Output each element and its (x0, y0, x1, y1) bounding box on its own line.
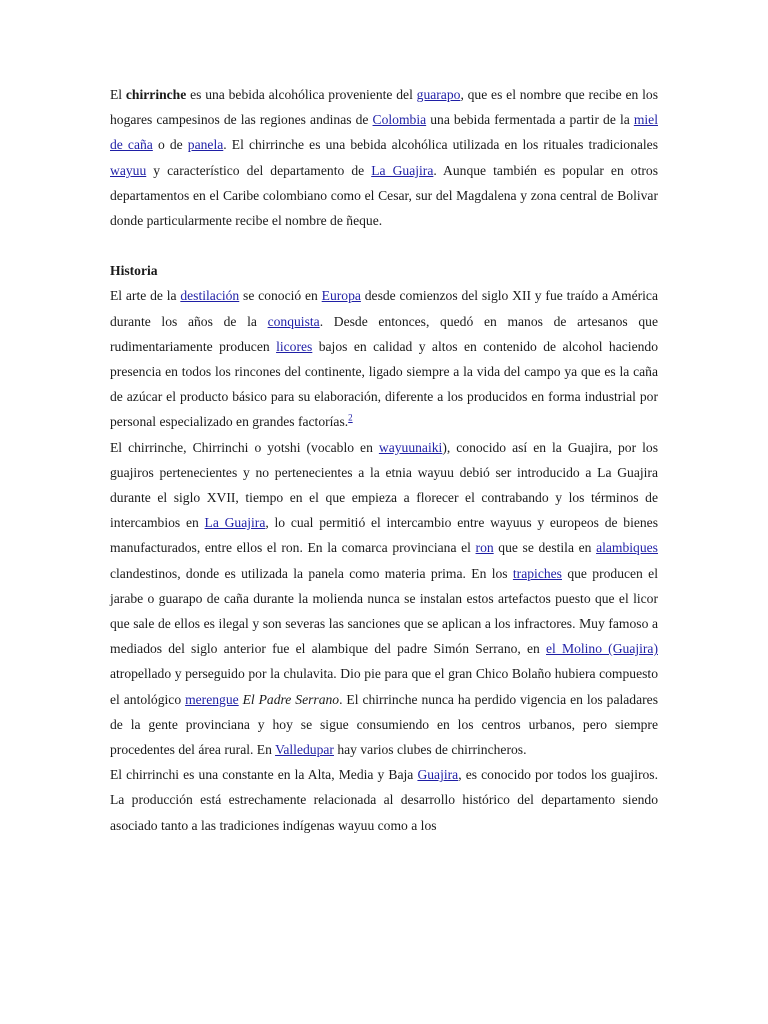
historia-paragraph-1 (110, 283, 658, 434)
historia-paragraph-3 (110, 762, 658, 838)
spacer (110, 233, 658, 258)
text: , es conocido por todos los guajiros. La producción está estrechamente relacionada al desarrollo histórico del departamento siendo asociado tanto a las tradiciones indígenas wayuu como a los (110, 767, 658, 833)
link-la-guajira-2[interactable]: La Guajira (204, 515, 266, 531)
text: El chirrinchi es una constante en la Alta, Media y Baja (110, 767, 418, 783)
text: y característico del departamento de (146, 162, 372, 178)
link-panela[interactable]: panela (187, 137, 224, 153)
text: , que es el nombre que recibe en los hogares campesinos de las regiones andinas de (110, 87, 658, 128)
text: El chirrinche, Chirrinchi o yotshi (vocablo en (110, 439, 379, 455)
text: una bebida fermentada a partir de la (426, 112, 634, 128)
link-colombia[interactable]: Colombia (372, 112, 427, 128)
term-chirrinche: chirrinche (125, 87, 187, 102)
text: ), conocido así en la Guajira, por los guajiros pertenecientes y no pertenecientes a la etnia wayuu debió ser introducido a La Guajira durante el siglo XVII, tiempo en el que empieza a florecer el contrabando y los términos de intercambios en (110, 439, 658, 531)
text: que producen el jarabe o guarapo de caña durante la molienda nunca se instalan estos artefactos puesto que el licor que sale de ellos es ilegal y son severas las sanciones que se aplican a los infractores. Muy famoso a mediados del siglo anterior fue el alambique del padre Simón Serrano, en (110, 565, 658, 657)
text: El (110, 87, 126, 102)
text: que se destila en (493, 540, 597, 556)
link-licores[interactable]: licores (276, 338, 313, 354)
heading-historia: Historia (110, 263, 158, 279)
link-ron[interactable]: ron (475, 540, 494, 556)
text: . El chirrinche es una bebida alcohólica utilizada en los rituales tradicionales (223, 137, 658, 153)
link-wayuunaiki[interactable]: wayuunaiki (378, 439, 443, 455)
intro-paragraph (110, 82, 658, 233)
link-alambiques[interactable]: alambiques (596, 540, 658, 556)
text: . Desde entonces, quedó en manos de artesanos que rudimentariamente producen (110, 313, 659, 354)
link-guajira[interactable]: Guajira (417, 767, 459, 783)
link-valledupar[interactable]: Valledupar (275, 742, 334, 758)
text: o de (152, 137, 188, 153)
section-heading (110, 258, 658, 283)
text: se conoció en (239, 288, 322, 304)
link-destilacion[interactable]: destilación (180, 288, 240, 304)
song-title: El Padre Serrano (242, 691, 340, 707)
link-merengue[interactable]: merengue (185, 691, 239, 707)
link-guarapo[interactable]: guarapo (416, 87, 461, 102)
link-europa[interactable]: Europa (321, 288, 361, 304)
text: . El chirrinche nunca ha perdido vigencia en los paladares de la gente provinciana y hoy se sigue consumiendo en los centros urbanos, pero siempre procedentes del área rural. En (110, 691, 658, 758)
link-conquista[interactable]: conquista (267, 313, 320, 329)
text: atropellado y perseguido por la chulavita. Dio pie para que el gran Chico Bolaño hubiera compuesto el antológico (110, 666, 658, 707)
link-trapiches[interactable]: trapiches (512, 565, 562, 581)
historia-paragraph-2 (110, 435, 658, 763)
text: hay varios clubes de chirrincheros. (333, 742, 527, 758)
link-wayuu[interactable]: wayuu (110, 162, 147, 178)
footnote-link[interactable]: 2 (348, 412, 353, 423)
text: bajos en calidad y altos en contenido de alcohol haciendo presencia en todos los rincones del continente, ligado siempre a la vida del campo ya que es la caña de azúcar el producto básico para su elaboración, diferente a los producidos en forma industrial por personal especializado en grandes factorías. (110, 338, 658, 430)
footnote-ref (348, 413, 353, 423)
text: es una bebida alcohólica proveniente del (186, 87, 417, 102)
text: , lo cual permitió el intercambio entre wayuus y europeos de bienes manufacturados, entre ellos el ron. En la comarca provinciana el (110, 515, 659, 556)
text: desde comienzos del siglo XII y fue traído a América durante los años de la (110, 288, 658, 329)
text: El arte de la (110, 288, 181, 304)
link-la-guajira[interactable]: La Guajira (371, 162, 434, 178)
text: clandestinos, donde es utilizada la panela como materia prima. En los (110, 565, 513, 581)
text: . Aunque también es popular en otros departamentos en el Caribe colombiano como el Cesar, sur del Magdalena y zona central de Bolivar donde particularmente recibe el nombre de ñeque. (110, 162, 658, 229)
link-miel-de-cana[interactable]: miel de caña (110, 112, 658, 153)
document-page (110, 82, 658, 838)
link-el-molino[interactable]: el Molino (Guajira) (546, 641, 658, 657)
